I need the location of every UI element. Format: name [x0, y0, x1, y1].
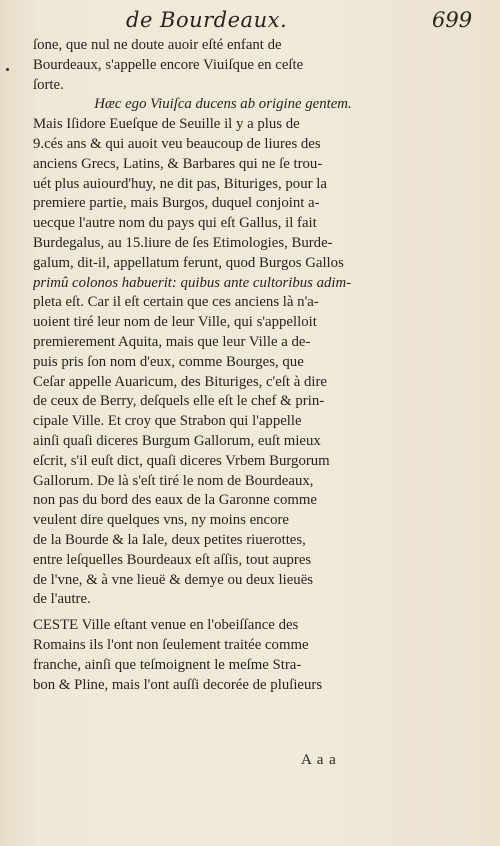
- text-line: eſcrit, s'il euſt dict, quaſi diceres Vrbem Burgorum: [33, 452, 330, 469]
- text-line: entre leſquelles Bourdeaux eſt aſſis, tout aupres: [33, 551, 312, 568]
- text-line: Mais Iſidore Eueſque de Seuille il y a plus de: [33, 116, 300, 133]
- text-line: franche, ainſi que teſmoignent le meſme Stra-: [33, 656, 302, 673]
- text-line: Romains ils l'ont non ſeulement traitée comme: [33, 636, 309, 653]
- text-line: Ceſar appelle Auaricum, des Bituriges, c'eſt à dire: [33, 373, 327, 390]
- text-line: Gallorum. De là s'eſt tiré le nom de Bourdeaux,: [33, 472, 314, 489]
- text-line: non pas du bord des eaux de la Garonne comme: [33, 492, 317, 509]
- text-line: de ceux de Berry, deſquels elle eſt le chef & prin-: [33, 393, 325, 410]
- text-line: uoient tiré leur nom de leur Ville, qui s'appelloit: [33, 314, 317, 331]
- text-line: ſone, que nul ne doute auoir eſté enfant de: [33, 37, 282, 53]
- text-line: de l'vne, & à vne lieuë & demye ou deux lieuës: [33, 571, 314, 588]
- text-line: Bourdeaux, s'appelle encore Viuiſque en ceſte: [33, 56, 304, 73]
- text-line: anciens Grecs, Latins, & Barbares qui ne ſe trou-: [33, 155, 323, 172]
- catchword: A a a: [301, 752, 337, 768]
- text-line: premiere partie, mais Burgos, duquel conjoint a-: [33, 195, 320, 212]
- paragraph-start-line: CESTE Ville eſtant venue en l'obeiſſance des: [33, 617, 299, 634]
- text-line: cipale Ville. Et croy que Strabon qui l'appelle: [33, 413, 302, 430]
- text-line: premierement Aquita, mais que leur Ville a de-: [33, 333, 311, 350]
- text-line: puis pris ſon nom d'eux, comme Bourges, que: [33, 353, 304, 370]
- running-head: de Bourdeaux.: [126, 8, 288, 32]
- text-line: 9.cés ans & qui auoit veu beaucoup de liures des: [33, 135, 321, 152]
- text-line: bon & Pline, mais l'ont auſſi decorée de pluſieurs: [33, 676, 323, 693]
- text-line: uecque l'autre nom du pays qui eſt Gallus, il fait: [33, 215, 317, 232]
- text-line: ainſi quaſi diceres Burgum Gallorum, euſt mieux: [33, 432, 321, 449]
- body-text: [33, 36, 413, 695]
- text-line: de la Bourde & la Iale, deux petites riuerottes,: [33, 531, 306, 548]
- text-line: de l'autre.: [33, 591, 91, 608]
- text-line: galum, dit-il, appellatum ferunt, quod Burgos Gallos: [33, 254, 344, 271]
- page-header: [0, 4, 500, 34]
- text-line: veulent dire quelques vns, ny moins encore: [33, 512, 290, 529]
- text-line: Burdegalus, au 15.liure de ſes Etimologies, Burde-: [33, 234, 333, 251]
- text-line: primû colonos habuerit: quibus ante cultoribus adim-: [33, 274, 352, 291]
- text-line: ſorte.: [33, 76, 64, 93]
- page-number: 699: [432, 8, 473, 32]
- text-line: pleta eſt. Car il eſt certain que ces anciens là n'a-: [33, 294, 319, 311]
- margin-mark: [6, 68, 9, 71]
- text-line: uét plus auiourd'huy, ne dit pas, Bituriges, pour la: [33, 175, 327, 192]
- quotation-line: Hæc ego Viuiſca ducens ab origine gentem.: [94, 96, 352, 113]
